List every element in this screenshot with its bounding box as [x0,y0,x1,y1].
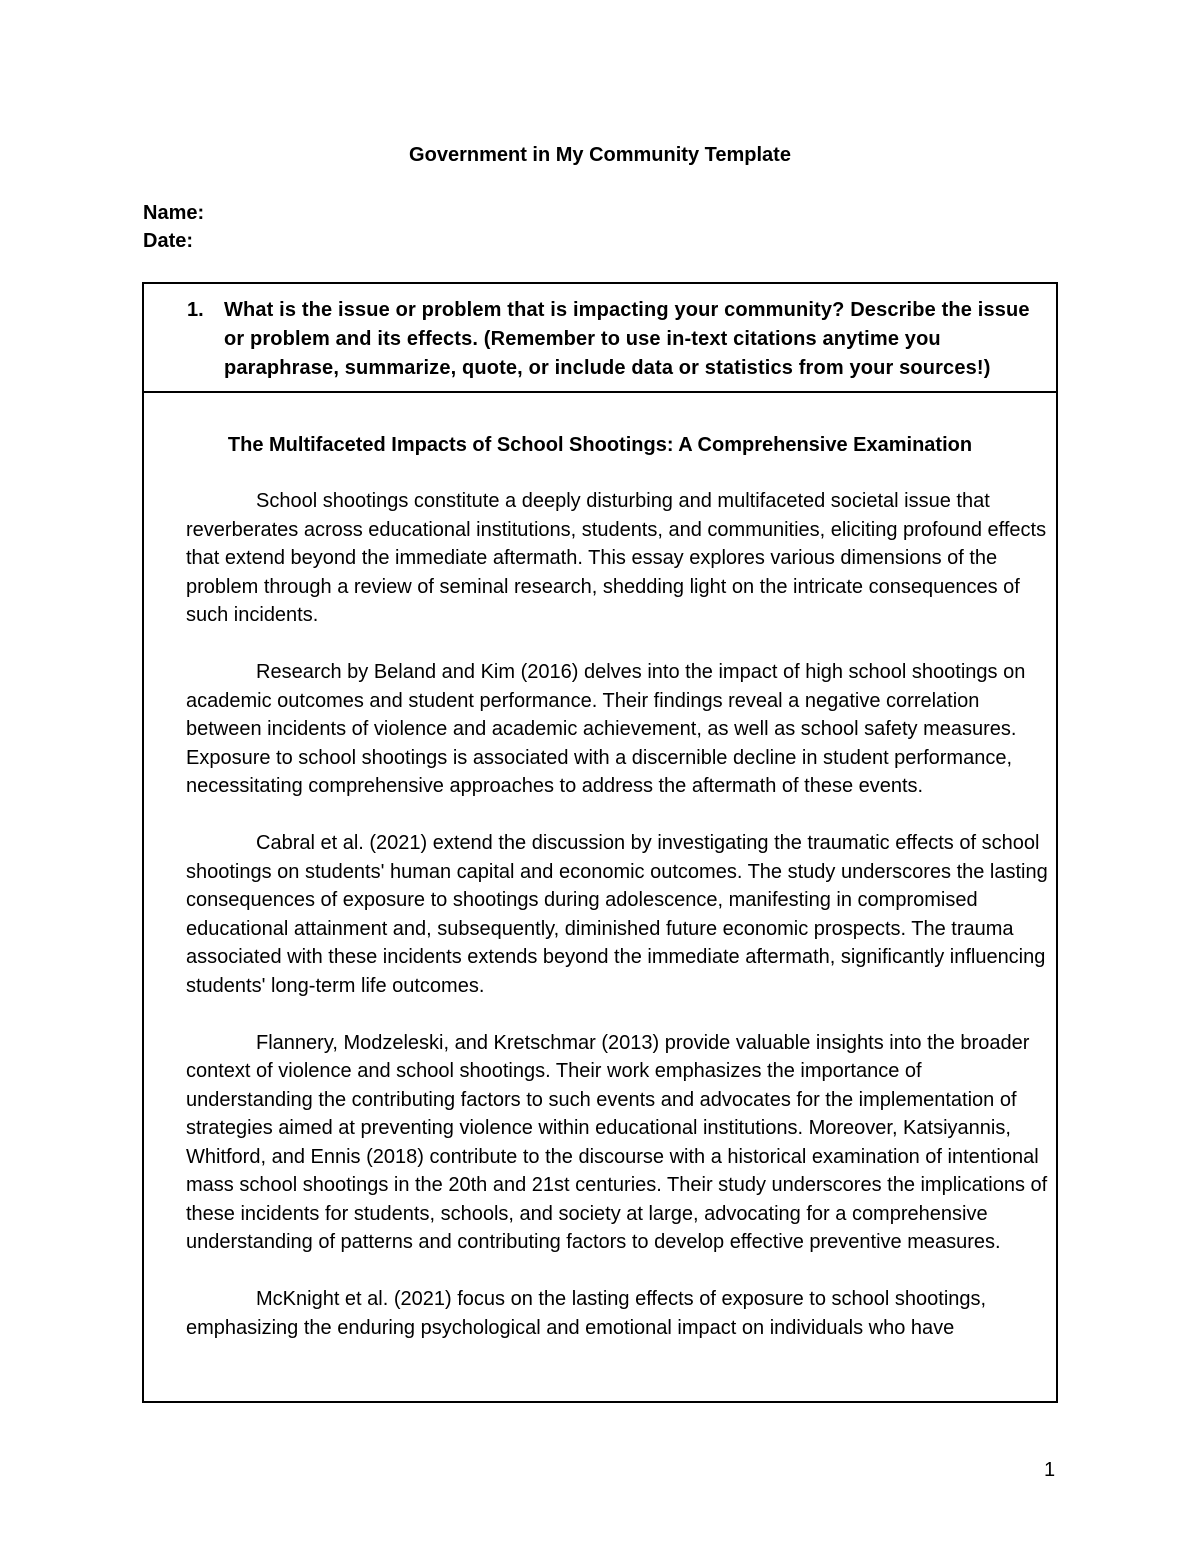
question-cell [144,284,1056,393]
essay-paragraph: Cabral et al. (2021) extend the discussion by investigating the traumatic effects of school shootings on students' human capital and economic outcomes. The study underscores the lasting consequences of exposure to shootings during adolescence, manifesting in compromised educational attainment and, subsequently, diminished future economic prospects. The trauma associated with these incidents extends beyond the immediate aftermath, significantly influencing students' long-term life outcomes. [186,832,1048,997]
page-title: Government in My Community Template [409,144,791,166]
essay-paragraph: School shootings constitute a deeply disturbing and multifaceted societal issue that reverberates across educational institutions, students, and communities, eliciting profound effects that extend beyond the immediate aftermath. This essay explores various dimensions of the problem through a review of seminal research, shedding light on the intricate consequences of such incidents. [186,490,1047,626]
date-label: Date: [143,230,194,252]
question-number: 1. [187,299,204,321]
question-text: What is the issue or problem that is impacting your community? Describe the issue or problem and its effects. (Remember to use in-text citations anytime you paraphrase, summarize, quote, or include data or statistics from your sources!) [224,299,1030,379]
essay-paragraph: Research by Beland and Kim (2016) delves into the impact of high school shootings on academic outcomes and student performance. Their findings reveal a negative correlation between incidents of violence and academic achievement, as well as school safety measures. Exposure to school shootings is associated with a discernible decline in student performance, necessitating comprehensive approaches to address the aftermath of these events. [186,661,1026,797]
essay-paragraph: Flannery, Modzeleski, and Kretschmar (2013) provide valuable insights into the broader context of violence and school shootings. Their work emphasizes the importance of understanding the contributing factors to such events and advocates for the implementation of strategies aimed at preventing violence within educational institutions. Moreover, Katsiyannis, Whitford, and Ennis (2018) contribute to the discourse with a historical examination of intentional mass school shootings in the 20th and 21st centuries. Their study underscores the implications of these incidents for students, schools, and society at large, advocating for a comprehensive understanding of patterns and contributing factors to develop effective preventive measures. [186,1031,1048,1253]
essay-paragraph: McKnight et al. (2021) focus on the lasting effects of exposure to school shootings, emphasizing the enduring psychological and emotional impact on individuals who have [186,1288,987,1339]
essay-body [186,487,1052,1371]
page-number: 1 [1044,1459,1056,1481]
name-label: Name: [143,202,205,224]
essay-title: The Multifaceted Impacts of School Shootings: A Comprehensive Examination [227,434,973,456]
question-table [142,282,1058,1403]
